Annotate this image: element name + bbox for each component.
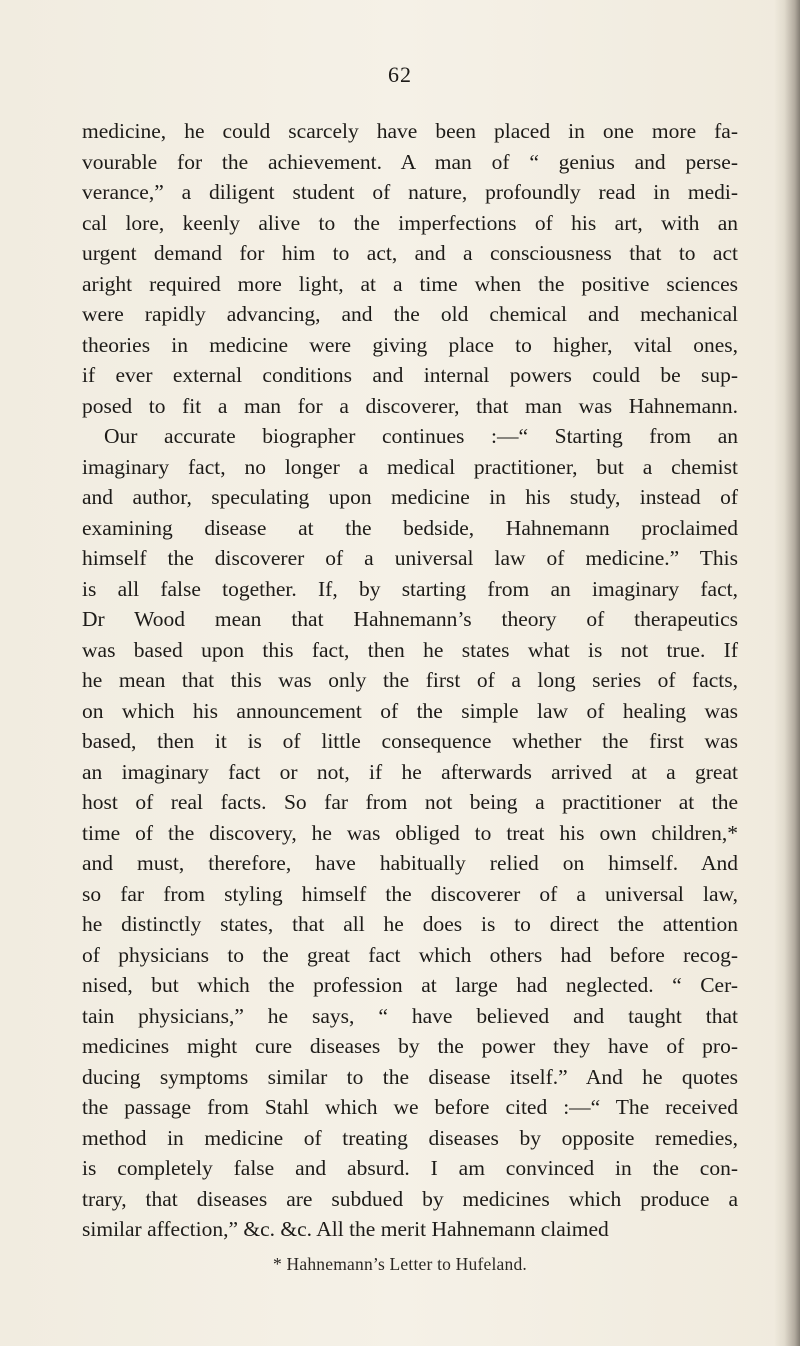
- text-line: he distinctly states, that all he does is to direct the attention: [82, 912, 738, 936]
- text-line: Our accurate biographer continues :—“ Starting from an: [104, 424, 738, 448]
- text-line: so far from styling himself the discoverer of a universal law,: [82, 881, 738, 906]
- text-line: theories in medicine were giving place to higher, vital ones,: [82, 332, 738, 357]
- text-line: posed to fit a man for a discoverer, that man was Hahnemann.: [82, 393, 738, 418]
- text-line: time of the discovery, he was obliged to treat his own children,*: [82, 820, 738, 845]
- text-line: method in medicine of treating diseases by opposite remedies,: [82, 1125, 738, 1150]
- text-line: is completely false and absurd. I am convinced in the con-: [82, 1156, 738, 1180]
- text-line: an imaginary fact or not, if he afterwards arrived at a great: [82, 759, 738, 784]
- text-line: the passage from Stahl which we before cited :—“ The received: [82, 1095, 738, 1119]
- text-line: if ever external conditions and internal powers could be sup-: [82, 363, 738, 387]
- text-line: host of real facts. So far from not being a practitioner at the: [82, 790, 738, 814]
- text-line: examining disease at the bedside, Hahnemann proclaimed: [82, 515, 738, 540]
- text-line: urgent demand for him to act, and a consciousness that to act: [82, 241, 738, 265]
- text-line: he mean that this was only the first of a long series of facts,: [82, 668, 738, 692]
- text-line: verance,” a diligent student of nature, profoundly read in medi-: [82, 180, 738, 204]
- text-line: imaginary fact, no longer a medical practitioner, but a chemist: [82, 454, 738, 479]
- text-line: based, then it is of little consequence whether the first was: [82, 729, 738, 753]
- text-line: tain physicians,” he says, “ have believed and taught that: [82, 1003, 738, 1028]
- text-line: Dr Wood mean that Hahnemann’s theory of therapeutics: [82, 607, 738, 631]
- text-line: of physicians to the great fact which others had before recog-: [82, 942, 738, 967]
- text-line: medicines might cure diseases by the power they have of pro-: [82, 1034, 738, 1058]
- text-line: similar affection,” &c. &c. All the merit Hahnemann claimed: [82, 1217, 609, 1241]
- text-line: and author, speculating upon medicine in his study, instead of: [82, 485, 738, 509]
- text-line: was based upon this fact, then he states what is not true. If: [82, 637, 738, 662]
- text-line: cal lore, keenly alive to the imperfections of his art, with an: [82, 210, 738, 235]
- text-line: and must, therefore, have habitually relied on himself. And: [82, 851, 738, 875]
- text-line: aright required more light, at a time when the positive sciences: [82, 271, 738, 296]
- text-line: on which his announcement of the simple law of healing was: [82, 698, 738, 723]
- text-line: ducing symptoms similar to the disease itself.” And he quotes: [82, 1064, 738, 1089]
- page-number: 62: [388, 62, 412, 87]
- text-line: is all false together. If, by starting from an imaginary fact,: [82, 576, 738, 601]
- text-line: trary, that diseases are subdued by medicines which produce a: [82, 1186, 738, 1211]
- footnote: * Hahnemann’s Letter to Hufeland.: [273, 1254, 527, 1274]
- page-edge-shadow: [774, 0, 800, 1346]
- text-line: medicine, he could scarcely have been placed in one more fa-: [82, 119, 738, 143]
- text-line: nised, but which the profession at large had neglected. “ Cer-: [82, 973, 738, 997]
- body-text: [82, 116, 738, 1245]
- text-line: himself the discoverer of a universal law of medicine.” This: [82, 546, 738, 570]
- text-line: vourable for the achievement. A man of “ genius and perse-: [82, 149, 738, 174]
- text-line: were rapidly advancing, and the old chemical and mechanical: [82, 302, 738, 326]
